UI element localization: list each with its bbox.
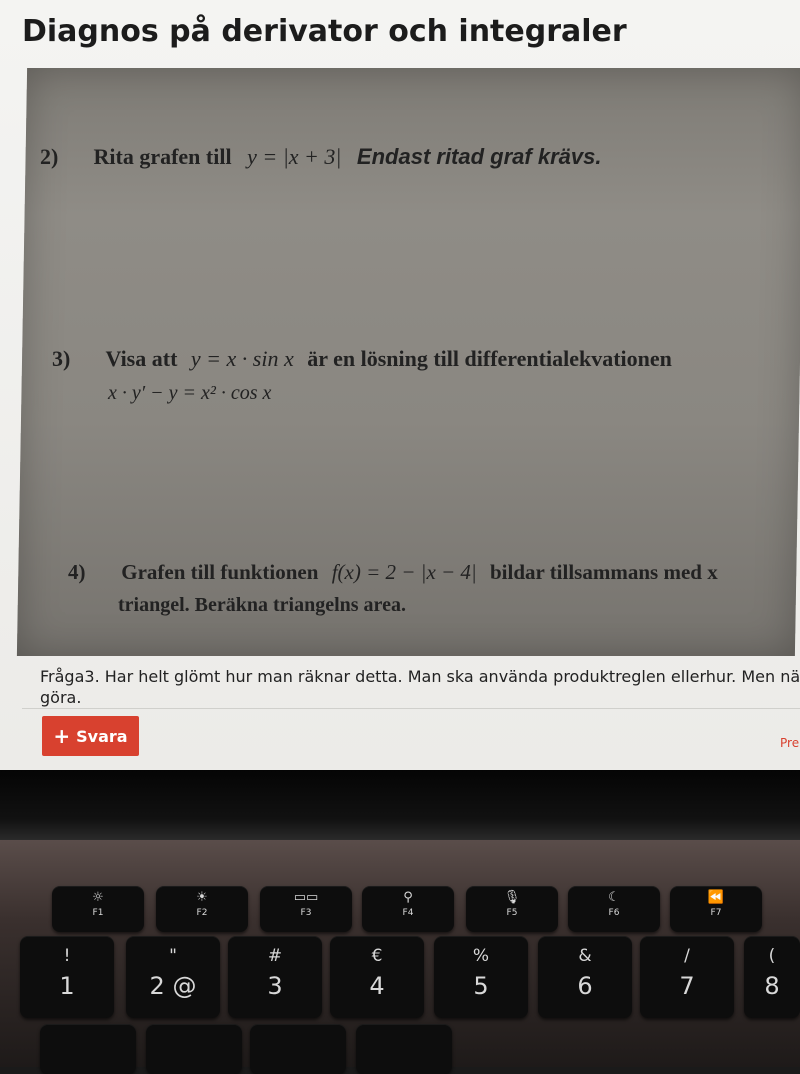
key-f6[interactable]: ☾ F6 xyxy=(568,886,660,932)
key-7[interactable]: / 7 xyxy=(640,936,734,1018)
key-f3[interactable]: ▭▭ F3 xyxy=(260,886,352,932)
reply-button-label: Svara xyxy=(76,726,128,746)
divider xyxy=(22,708,800,709)
plus-icon: + xyxy=(53,724,71,748)
question-4 xyxy=(68,560,718,585)
rewind-icon: ⏪ xyxy=(707,890,725,905)
question-4-line2 xyxy=(118,594,406,617)
reply-button[interactable] xyxy=(42,716,139,756)
search-icon: ⚲ xyxy=(403,890,413,905)
question-text: Rita grafen till xyxy=(93,144,232,169)
question-text: Visa att xyxy=(105,346,178,371)
question-text: bildar tillsammans med x xyxy=(489,560,718,584)
question-text: triangel. Beräkna triangelns area. xyxy=(118,594,406,616)
brightness-down-icon: ☼ xyxy=(92,890,104,905)
question-2 xyxy=(40,144,601,170)
question-3-equation xyxy=(108,382,271,405)
math-expression: y = |x + 3| xyxy=(247,144,342,169)
key-1[interactable]: ! 1 xyxy=(20,936,114,1018)
post-comment: Fråga3. Har helt glömt hur man räknar detta. Man ska använda produktreglen ellerhur. Men nä göra. xyxy=(40,667,800,707)
question-number: 4) xyxy=(68,560,86,584)
question-number: 3) xyxy=(52,346,71,371)
math-expression: f(x) = 2 − |x − 4| xyxy=(331,560,477,584)
mission-control-icon: ▭▭ xyxy=(293,890,319,905)
page-title: Diagnos på derivator och integraler xyxy=(22,14,627,49)
question-text: Grafen till funktionen xyxy=(121,560,319,584)
key-4[interactable]: € 4 xyxy=(330,936,424,1018)
brightness-up-icon: ☀ xyxy=(196,890,208,905)
key-5[interactable]: % 5 xyxy=(434,936,528,1018)
key-f7[interactable]: ⏪ F7 xyxy=(670,886,762,932)
question-note: Endast ritad graf krävs. xyxy=(356,144,602,169)
previous-link[interactable]: Pre xyxy=(780,736,800,750)
moon-icon: ☾ xyxy=(608,890,620,905)
key-2[interactable]: " 2 @ xyxy=(126,936,220,1018)
key-f4[interactable]: ⚲ F4 xyxy=(362,886,454,932)
math-expression: x · y′ − y = x² · cos x xyxy=(108,382,272,404)
microphone-icon: 🎙 xyxy=(503,890,521,905)
question-text: är en lösning till differentialekvationen xyxy=(307,346,672,371)
key-f5[interactable]: 🎙 F5 xyxy=(466,886,558,932)
key-f1[interactable]: ☼ F1 xyxy=(52,886,144,932)
key-f2[interactable]: ☀ F2 xyxy=(156,886,248,932)
laptop-bezel xyxy=(0,770,800,840)
key-3[interactable]: # 3 xyxy=(228,936,322,1018)
key-6[interactable]: & 6 xyxy=(538,936,632,1018)
question-3 xyxy=(52,346,672,372)
math-expression: y = x · sin x xyxy=(190,346,294,371)
key-8[interactable]: ( 8 xyxy=(744,936,800,1018)
question-number: 2) xyxy=(40,144,59,169)
